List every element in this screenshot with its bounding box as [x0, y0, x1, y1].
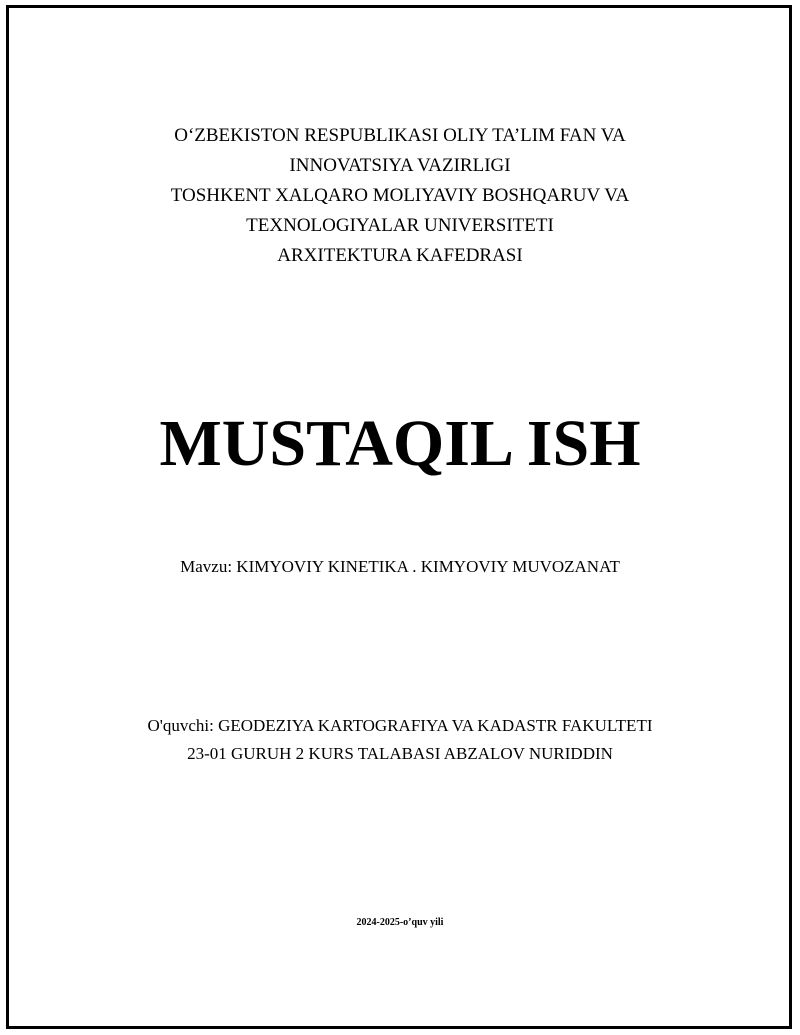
header-line: TOSHKENT XALQARO MOLIYAVIY BOSHQARUV VA [170, 185, 630, 206]
header-line: INNOVATSIYA VAZIRLIGI [289, 155, 511, 176]
student-line: O'quvchi: GEODEZIYA KARTOGRAFIYA VA KADASTR FAKULTETI [147, 716, 653, 735]
institution-header [0, 121, 800, 271]
topic-line: Mavzu: KIMYOVIY KINETIKA . KIMYOVIY MUVOZANAT [180, 557, 620, 576]
header-line: ARXITEKTURA KAFEDRASI [277, 245, 523, 266]
student-line: 23-01 GURUH 2 KURS TALABASI ABZALOV NURIDDIN [187, 744, 613, 763]
academic-year: 2024-2025-o’quv yili [356, 917, 444, 928]
header-line: TEXNOLOGIYALAR UNIVERSITETI [246, 215, 554, 236]
student-info [0, 712, 800, 768]
document-title: MUSTAQIL ISH [159, 407, 641, 480]
header-line: O‘ZBEKISTON RESPUBLIKASI OLIY TA’LIM FAN VA [174, 125, 626, 146]
